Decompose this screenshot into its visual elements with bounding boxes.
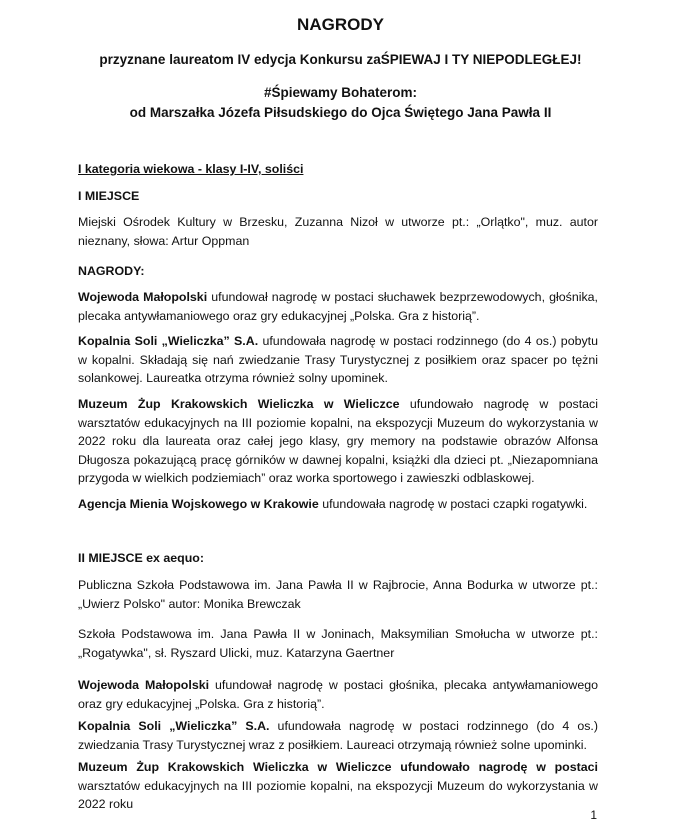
prize-text: ufundował nagrodę w postaci słuchawek bezprzewodowych, głośnika, plecaka antywłamaniowego oraz gry edukacyjnej „Polska. Gra z historią”. xyxy=(78,290,598,323)
prizes-heading: NAGRODY: xyxy=(78,264,145,278)
second-place-winner: Szkoła Podstawowa im. Jana Pawła II w Joninach, Maksymilian Smołucha w utworze pt.: „Rogatywka", sł. Ryszard Ulicki, muz. Katarzyna Gaertner xyxy=(78,627,598,660)
page-number: 1 xyxy=(590,808,597,822)
prize-paragraph xyxy=(78,495,598,514)
prize-sponsor: Wojewoda Małopolski xyxy=(78,678,210,692)
prize-text: ufundowała nagrodę w postaci czapki rogatywki. xyxy=(318,497,588,511)
second-place-heading: II MIEJSCE ex aequo: xyxy=(78,551,205,565)
hashtag-line: #Śpiewamy Bohaterom: xyxy=(263,85,418,100)
prize-paragraph xyxy=(78,717,598,754)
theme-line: od Marszałka Józefa Piłsudskiego do Ojca Świętego Jana Pawła II xyxy=(129,105,552,120)
prize-sponsor: Agencja Mienia Wojskowego w Krakowie xyxy=(78,497,319,511)
prize-text: ufundowało nagrodę w postaci warsztatów edukacyjnych na III poziomie kopalni, na ekspozycji Muzeum do wykorzystania w 2022 roku dla laureata oraz całej jego klasy, gry memory na podstawie obrazów Alfonsa Długosza pokazującą pracę górników w dawnej kopalni, książki dla dzieci pt. „Niezapomniana przygoda w wielkich podziemiach” oraz worka sportowego i zawieszki odblaskowej. xyxy=(78,397,598,486)
document-title: NAGRODY xyxy=(297,15,384,34)
second-place-winner: Publiczna Szkoła Podstawowa im. Jana Pawła II w Rajbrocie, Anna Bodurka w utworze pt.: „Uwierz Polsko" autor: Monika Brewczak xyxy=(78,578,598,611)
prize-sponsor: Muzeum Żup Krakowskich Wieliczka w Wieliczce ufundowało nagrodę w postaci xyxy=(78,760,598,774)
document-subtitle: przyznane laureatom IV edycja Konkursu zaŚPIEWAJ I TY NIEPODLEGŁEJ! xyxy=(99,52,582,67)
prize-text: ufundowała nagrodę w postaci rodzinnego (do 4 os.) zwiedzania Trasy Turystycznej wraz z posiłkiem. Laureaci otrzymają również solne upominki. xyxy=(78,719,598,752)
first-place-winner: Miejski Ośrodek Kultury w Brzesku, Zuzanna Nizoł w utworze pt.: „Orlątko", muz. autor nieznany, słowa: Artur Oppman xyxy=(78,215,598,248)
document-theme xyxy=(0,83,681,123)
prize-text: ufundował nagrodę w postaci głośnika, plecaka antywłamaniowego oraz gry edukacyjnej „Polska. Gra z historią”. xyxy=(78,678,598,711)
prize-paragraph xyxy=(78,676,598,713)
category-heading: I kategoria wiekowa - klasy I-IV, soliści xyxy=(78,162,304,176)
prize-paragraph xyxy=(78,288,598,325)
prize-sponsor: Kopalnia Soli „Wieliczka” S.A. xyxy=(78,334,259,348)
prize-paragraph xyxy=(78,332,598,388)
prize-sponsor: Kopalnia Soli „Wieliczka” S.A. xyxy=(78,719,270,733)
prize-text: ufundowała nagrodę w postaci rodzinnego (do 4 os.) pobytu w kopalni. Składają się nań zwiedzanie Trasy Turystycznej z posiłkiem oraz spacer po tężni solankowej. Laureatka otrzyma również solny upominek. xyxy=(78,334,599,386)
prize-paragraph xyxy=(78,395,598,488)
prize-paragraph xyxy=(78,758,598,814)
first-place-heading: I MIEJSCE xyxy=(78,189,140,203)
prize-sponsor: Muzeum Żup Krakowskich Wieliczka w Wieliczce xyxy=(78,397,400,411)
prize-text: warsztatów edukacyjnych na III poziomie kopalni, na ekspozycji Muzeum do wykorzystania w 2022 roku xyxy=(78,778,598,812)
prize-sponsor: Wojewoda Małopolski xyxy=(78,290,208,304)
